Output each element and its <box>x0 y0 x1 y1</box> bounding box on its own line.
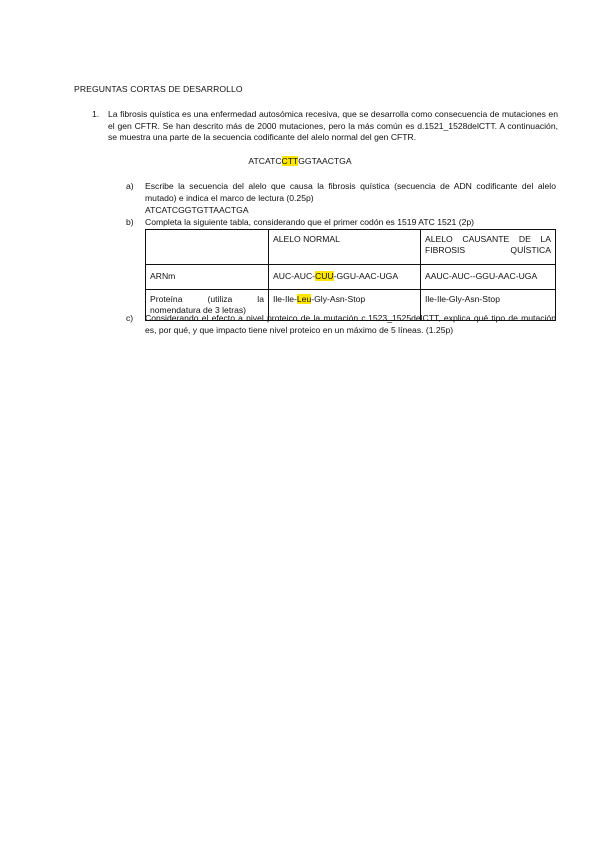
question-1-text: La fibrosis quística es una enfermedad autosómica recesiva, que se desarrolla como consecuencia de mutaciones en el gen CFTR. Se han descrito más de 2000 mutaciones, pero la más común es d.1521_1528delCTT. A continuación, se muestra una parte de la secuencia codificante del alelo normal del gen CFTR. <box>108 109 558 143</box>
arnm-normal-prefix: AUC-AUC- <box>273 271 316 281</box>
arnm-normal-suffix: -GGU-AAC-UGA <box>333 271 399 281</box>
sub-question-letter: c) <box>126 313 134 323</box>
proteina-normal-highlight: Leu <box>296 294 312 304</box>
question-number: 1. <box>92 109 100 119</box>
sub-question-a <box>126 181 556 204</box>
sub-question-c-text: Considerando el efecto a nivel proteico de la mutación c.1523_1525delCTT, explica qué tipo de mutación es, por qué, y que impacto tiene nivel proteico en un máximo de 5 líneas. (1.25p) <box>145 313 556 335</box>
proteina-normal-prefix: Ile-Ile- <box>273 294 297 304</box>
table-cell-arnm-normal <box>269 265 421 290</box>
allele-table <box>145 229 556 321</box>
sub-question-c <box>126 313 556 336</box>
sub-question-letter: b) <box>126 217 134 227</box>
section-heading: PREGUNTAS CORTAS DE DESARROLLO <box>74 84 243 94</box>
proteina-label-line-2: nomendatura de 3 letras) <box>150 305 247 315</box>
question-1 <box>92 109 558 144</box>
proteina-label-line-1: Proteína (utiliza la <box>150 294 264 304</box>
sequence-prefix: ATCATC <box>248 156 282 166</box>
table-row-label-arnm: ARNm <box>146 265 269 290</box>
normal-allele-sequence <box>0 156 600 166</box>
table-cell-arnm-causante: AAUC-AUC--GGU-AAC-UGA <box>421 265 556 290</box>
sub-question-b-text: Completa la siguiente tabla, considerando que el primer codón es 1519 ATC 1521 (2p) <box>145 217 474 227</box>
sub-question-a-answer: ATCATCGGTGTTAACTGA <box>145 205 249 215</box>
proteina-normal-suffix: -Gly-Asn-Stop <box>311 294 366 304</box>
table-cell-proteina-causante: Ile-Ile-Gly-Asn-Stop <box>421 290 556 321</box>
sub-question-letter: a) <box>126 181 134 191</box>
table-row <box>146 230 556 265</box>
sub-question-a-text: Escribe la secuencia del alelo que causa la fibrosis quística (secuencia de ADN codificante del alelo mutado) e indica el marco de lectura (0.25p) <box>145 181 556 203</box>
table-header-causante: ALELO CAUSANTE DE LA FIBROSIS QUÍSTICA <box>421 230 556 265</box>
sequence-suffix: GGTAACTGA <box>298 156 352 166</box>
sequence-highlight: CTT <box>281 156 299 166</box>
table-cell-empty <box>146 230 269 265</box>
sub-question-b <box>126 217 556 229</box>
table-header-normal: ALELO NORMAL <box>269 230 421 265</box>
table-row <box>146 265 556 290</box>
arnm-normal-highlight: CUU <box>315 271 334 281</box>
